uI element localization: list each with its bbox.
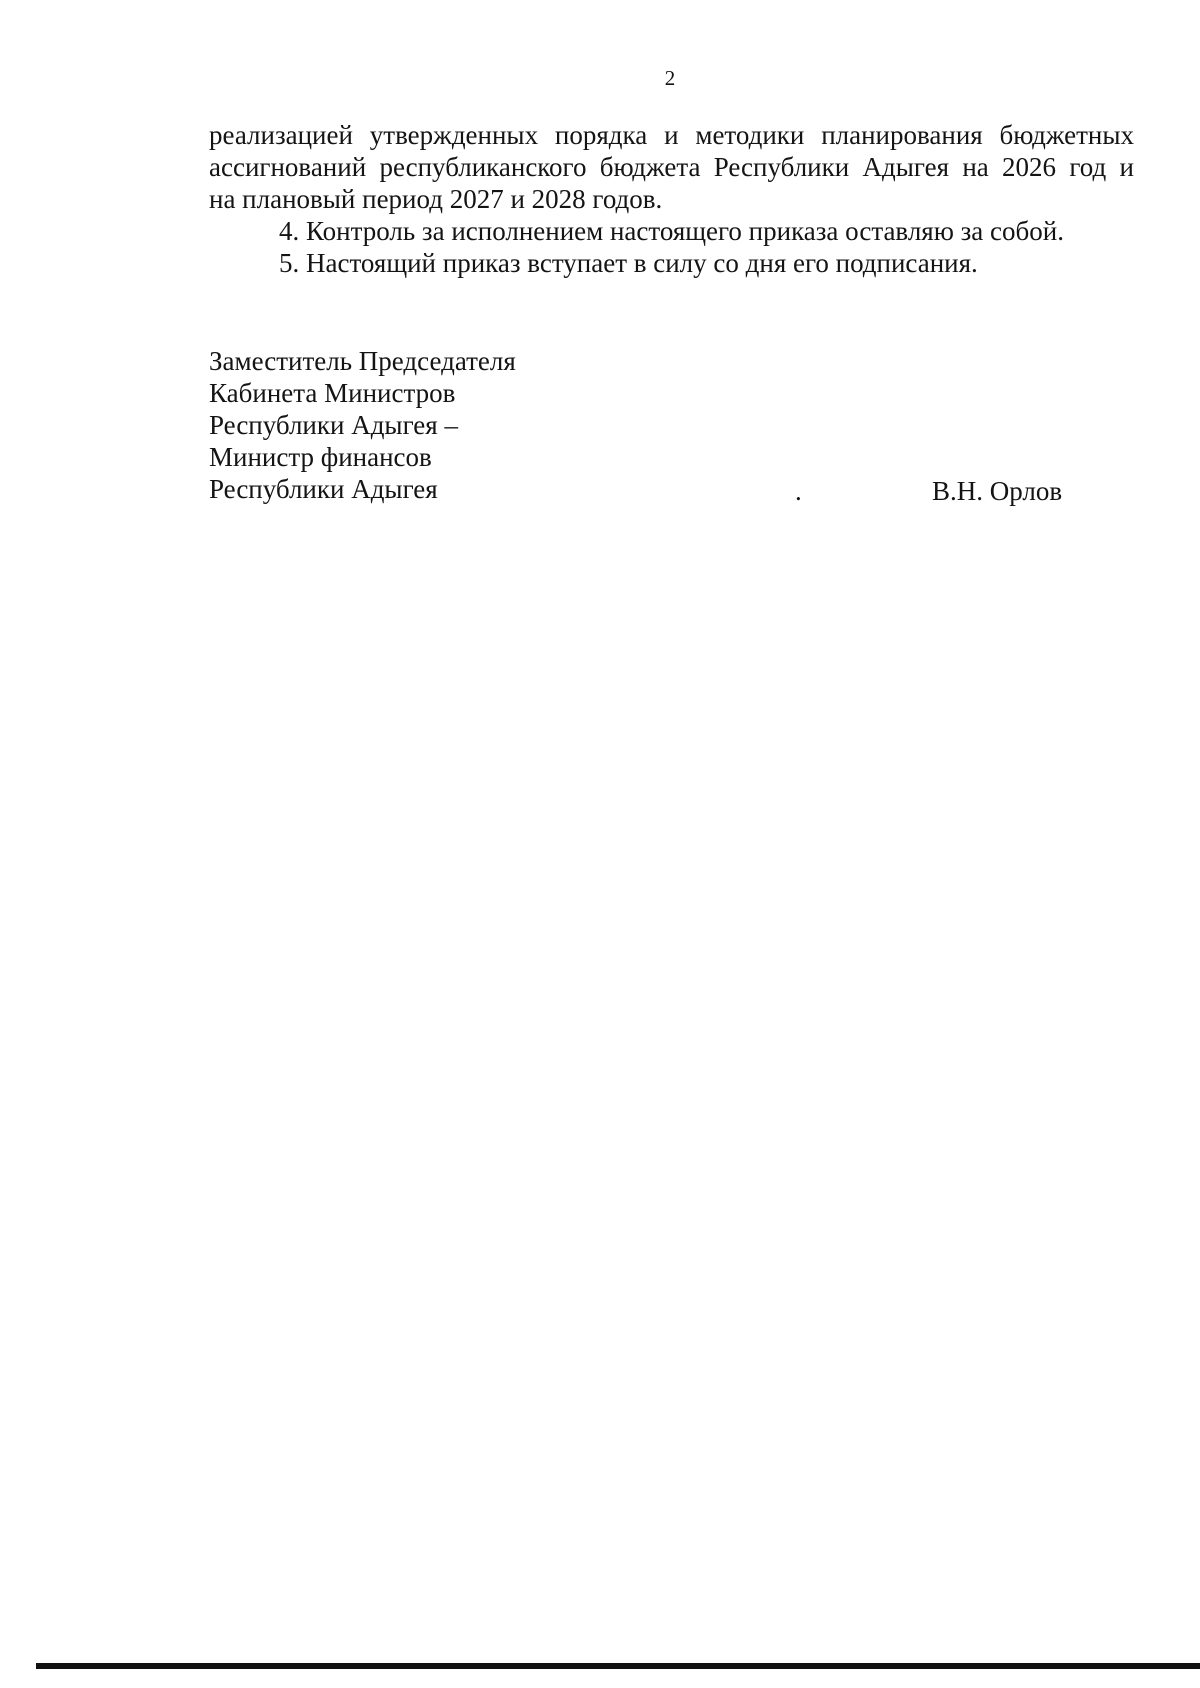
signature-placeholder-dot: .	[795, 476, 802, 506]
bottom-rule-divider	[36, 1663, 1200, 1669]
paragraph-continuation-line-3: на плановый период 2027 и 2028 годов.	[209, 184, 663, 214]
document-body	[209, 119, 1134, 279]
page-number: 2	[664, 66, 676, 90]
signatory-title-block	[209, 345, 516, 505]
signatory-title-line: Республики Адыгея –	[209, 410, 458, 440]
paragraph-continuation-line-1: реализацией утвержденных порядка и методики планирования бюджетных	[209, 120, 1134, 150]
paragraph-continuation-line-2: ассигнований республиканского бюджета Республики Адыгея на 2026 год и	[209, 152, 1134, 182]
signatory-title-line: Республики Адыгея	[209, 474, 438, 504]
paragraph-item-5: 5. Настоящий приказ вступает в силу со дня его подписания.	[279, 248, 978, 278]
paragraph-item-4: 4. Контроль за исполнением настоящего приказа оставляю за собой.	[279, 216, 1064, 246]
signatory-title-line: Заместитель Председателя	[209, 346, 516, 376]
signatory-name: В.Н. Орлов	[932, 476, 1063, 506]
signatory-title-line: Министр финансов	[209, 442, 432, 472]
signatory-title-line: Кабинета Министров	[209, 378, 456, 408]
